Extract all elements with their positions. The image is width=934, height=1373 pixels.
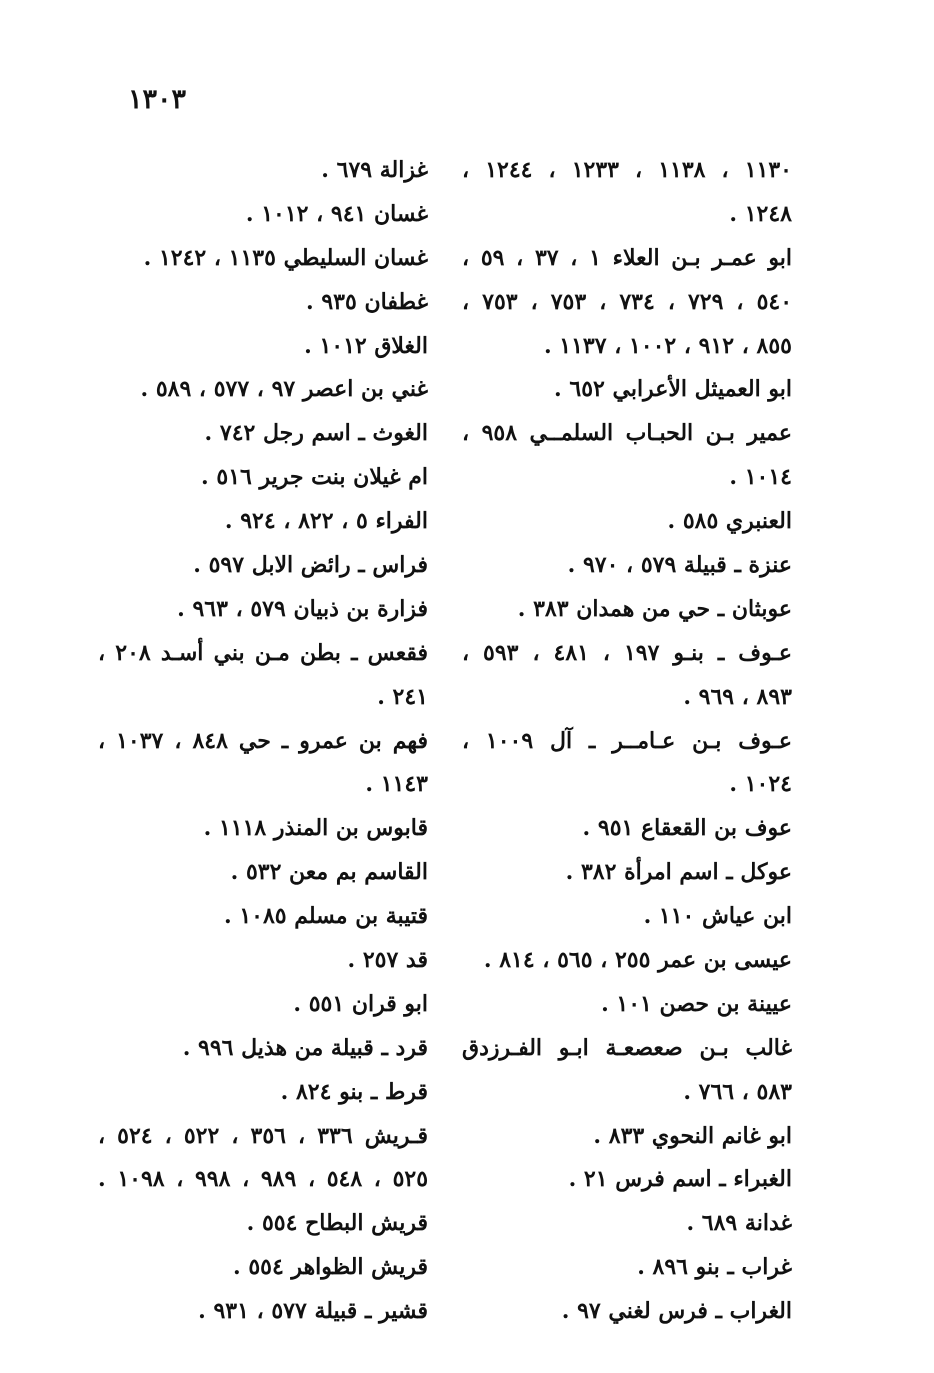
index-entry-line: القاسم بم معن ٥٣٢ . (230, 859, 428, 886)
index-entry-line: غطفان ٩٣٥ . (306, 288, 428, 315)
index-entry-line: غزالة ٦٧٩ . (321, 157, 428, 183)
index-entry-line: عـوف بـن عـامــر ـ آل ١٠٠٩ ، (462, 727, 792, 754)
index-entry-line: ١١٣٠ ، ١١٣٨ ، ١٢٣٣ ، ١٢٤٤ ، (462, 157, 792, 183)
index-entry-line: ابن عياش ١١٠ . (643, 903, 792, 930)
index-column-right (462, 149, 792, 1334)
index-entry-line: فهم بن عمرو ـ حي ٨٤٨ ، ١٠٣٧ ، (98, 727, 428, 754)
index-entry-line: ام غيلان بنت جرير ٥١٦ . (201, 464, 428, 491)
index-entry-line: ٨٥٥ ، ٩١٢ ، ١٠٠٢ ، ١١٣٧ . (543, 332, 792, 359)
index-entry-line: عمير بـن الحبـاب السلمــي ٩٥٨ ، (462, 420, 793, 447)
index-entry-line: ٨٩٣ ، ٩٦٩ . (683, 683, 792, 710)
index-entry-line: عـوف ـ بنـو ١٩٧ ، ٤٨١ ، ٥٩٣ ، (462, 639, 792, 666)
index-entry-line: قـريش ٣٣٦ ، ٣٥٦ ، ٥٢٢ ، ٥٢٤ ، (98, 1122, 429, 1149)
index-entry-line: عوكل ـ اسم امرأة ٣٨٢ . (565, 859, 792, 886)
index-entry-line: ١٢٤٨ . (729, 200, 792, 227)
index-entry-line: ابو قران ٥٥١ . (293, 990, 428, 1017)
index-entry-line: ١٠١٤ . (729, 464, 792, 491)
index-entry-line: فراس ـ رائض الابل ٥٩٧ . (193, 552, 428, 579)
index-entry-line: ابو عمـر بـن العلاء ١ ، ٣٧ ، ٥٩ ، (462, 244, 793, 271)
index-entry-line: قتيبة بن مسلم ١٠٨٥ . (223, 903, 428, 930)
index-entry-line: غسان ٩٤١ ، ١٠١٢ . (245, 200, 428, 227)
index-entry-line: ١٠٢٤ . (729, 771, 792, 798)
index-entry-line: غالب بـن صعصعـة ابـو الفـرزدق (462, 1034, 792, 1061)
index-entry-line: قريش البطاح ٥٥٤ . (246, 1210, 428, 1237)
index-entry-line: ابو العميثل الأعرابي ٦٥٢ . (554, 376, 792, 403)
index-entry-line: غراب ـ بنو ٨٩٦ . (637, 1254, 792, 1281)
index-entry-line: ٥٨٣ ، ٧٦٦ . (683, 1078, 792, 1105)
index-entry-line: عيينة بن حصن ١٠١ . (601, 990, 792, 1017)
index-entry-line: قريش الظواهر ٥٥٤ . (232, 1254, 428, 1281)
index-entry-line: غدانة ٦٨٩ . (686, 1210, 792, 1237)
index-entry-line: عيسى بن عمر ٢٥٥ ، ٥٦٥ ، ٨١٤ . (483, 947, 792, 974)
index-entry-line: فزارة بن ذبيان ٥٧٩ ، ٩٦٣ . (177, 595, 428, 622)
index-entry-line: عنزة ـ قبيلة ٥٧٩ ، ٩٧٠ . (567, 552, 792, 579)
index-entry-line: عوبثان ـ حي من همدان ٣٨٣ . (517, 595, 792, 622)
index-entry-line: فقعس ـ بطن مـن بني أسـد ٢٠٨ ، (98, 639, 428, 666)
index-entry-line: العنبري ٥٨٥ . (667, 508, 792, 535)
index-entry-line: قرد ـ قبيلة من هذيل ٩٩٦ . (182, 1034, 428, 1061)
index-entry-line: غسان السليطي ١١٣٥ ، ١٢٤٢ . (143, 244, 428, 271)
index-entry-line: ٢٤١ . (377, 683, 428, 710)
index-entry-line: قرط ـ بنو ٨٢٤ . (280, 1078, 428, 1105)
index-column-left (98, 149, 428, 1334)
index-entry-line: ٥٤٠ ، ٧٢٩ ، ٧٣٤ ، ٧٥٣ ، ٧٥٣ ، (462, 288, 793, 315)
index-entry-line: عوف بن القعقاع ٩٥١ . (582, 815, 792, 842)
index-entry-line: الغراب ـ فرس لغني ٩٧ . (561, 1298, 792, 1325)
index-entry-line: قابوس بن المنذر ١١١٨ . (203, 815, 428, 842)
index-entry-line: غني بن اعصر ٩٧ ، ٥٧٧ ، ٥٨٩ . (140, 376, 428, 403)
index-entry-line: قد ٢٥٧ . (347, 947, 428, 974)
index-entry-line: الفراء ٥ ، ٨٢٢ ، ٩٢٤ . (224, 508, 428, 535)
index-entry-line: ابو غانم النحوي ٨٣٣ . (593, 1122, 792, 1149)
index-entry-line: الغبراء ـ اسم فرس ٢١ . (568, 1166, 792, 1193)
index-entry-line: ٥٢٥ ، ٥٤٨ ، ٩٨٩ ، ٩٩٨ ، ١٠٩٨ . (98, 1166, 429, 1193)
index-entry-line: ١١٤٣ . (365, 771, 428, 798)
index-entry-line: الغوث ـ اسم رجل ٧٤٢ . (204, 420, 428, 447)
index-entry-line: الغلاق ١٠١٢ . (304, 332, 428, 359)
index-entry-line: قشير ـ قبيلة ٥٧٧ ، ٩٣١ . (198, 1298, 428, 1325)
page-number: ١٣٠٣ (128, 84, 187, 115)
